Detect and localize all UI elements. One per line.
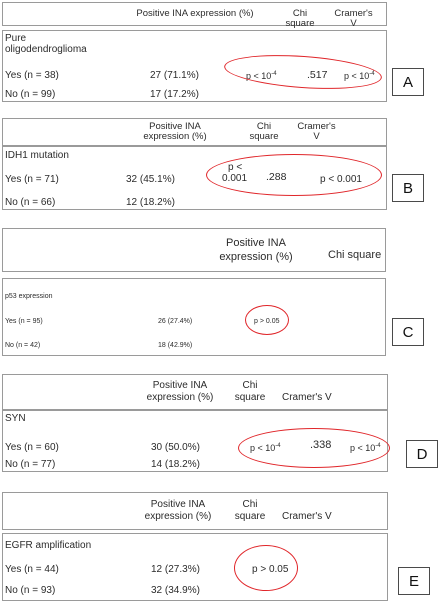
panel-a-col-cramer: Cramer's V — [334, 8, 373, 29]
panel-c-row-no-expression: 18 (42.9%) — [158, 342, 193, 349]
panel-b-col-cramer: Cramer's V — [297, 121, 336, 142]
panel-c-row-yes-chi: p > 0.05 — [254, 318, 280, 325]
panel-c-row-yes-label: Yes (n = 95) — [5, 318, 43, 325]
panel-e-row-yes-label: Yes (n = 44) — [5, 564, 59, 575]
panel-a-col-chi: Chi square — [285, 8, 315, 29]
panel-d-row-yes-label: Yes (n = 60) — [5, 442, 59, 453]
panel-b-row-yes-chi: p < 0.001 — [222, 162, 248, 184]
panel-e-row-yes-chi: p > 0.05 — [252, 564, 289, 575]
panel-d-badge: D — [406, 440, 438, 468]
panel-b-col-expression: Positive INA expression (%) — [143, 121, 207, 142]
panel-d-col-chi: Chi square — [234, 380, 266, 403]
panel-b-row-no-label: No (n = 66) — [5, 197, 56, 208]
panel-e-col-chi: Chi square — [234, 499, 266, 522]
panel-c-row-no-label: No (n = 42) — [5, 342, 41, 349]
panel-e-row-yes-expression: 12 (27.3%) — [151, 564, 200, 575]
panel-c-row-header: p53 expression — [5, 293, 53, 300]
panel-c-row-yes-expression: 26 (27.4%) — [158, 318, 193, 325]
panel-a-row-yes-chi: $p < 10^{-4}$ — [246, 71, 277, 81]
panel-b-row-yes-p: p < 0.001 — [320, 174, 362, 185]
panel-a-row-yes-cramer: .517 — [307, 69, 328, 81]
panel-b-row-yes-cramer: .288 — [266, 171, 287, 183]
panel-a-row-yes-expression: 27 (71.1%) — [150, 70, 199, 81]
panel-e-row-no-label: No (n = 93) — [5, 585, 56, 596]
panel-b-badge: B — [392, 174, 424, 202]
panel-b-row-yes-label: Yes (n = 71) — [5, 174, 59, 185]
panel-d-row-yes-chi: $p < 10^{-4}$ — [250, 443, 281, 453]
panel-e-badge: E — [398, 567, 430, 595]
panel-e-highlight-ring — [234, 545, 298, 591]
panel-d-row-yes-expression: 30 (50.0%) — [151, 442, 200, 453]
panel-a-row-yes-label: Yes (n = 38) — [5, 70, 59, 81]
panel-e-row-no-expression: 32 (34.9%) — [151, 585, 200, 596]
panel-b-row-header: IDH1 mutation — [5, 150, 69, 161]
panel-d-row-no-expression: 14 (18.2%) — [151, 459, 200, 470]
panel-b-row-yes-expression: 32 (45.1%) — [126, 174, 175, 185]
panel-d-row-yes-cramer: .338 — [310, 439, 332, 451]
panel-b-col-chi: Chi square — [249, 121, 279, 142]
panel-a-row-yes-p: $p < 10^{-4}$ — [344, 71, 375, 81]
panel-a-row-no-expression: 17 (17.2%) — [150, 89, 199, 100]
panel-c-col-chi: Chi square — [328, 249, 382, 261]
panel-e-col-cramer: Cramer's V — [282, 511, 332, 522]
panel-e-row-header: EGFR amplification — [5, 540, 92, 551]
panel-d-col-cramer: Cramer's V — [282, 392, 332, 403]
panel-d-row-yes-p: $p < 10^{-4}$ — [350, 443, 381, 453]
panel-d-row-no-label: No (n = 77) — [5, 459, 56, 470]
panel-a-row-no-label: No (n = 99) — [5, 89, 56, 100]
panel-c-col-expression: Positive INA expression (%) — [219, 237, 293, 264]
panel-a-col-expression: Positive INA expression (%) — [136, 8, 254, 19]
panel-a-row-header: Pure oligodendroglioma — [5, 33, 87, 55]
panel-b-row-no-expression: 12 (18.2%) — [126, 197, 175, 208]
panel-d-col-expression: Positive INA expression (%) — [146, 380, 214, 403]
panel-e-col-expression: Positive INA expression (%) — [144, 499, 212, 522]
panel-a-badge: A — [392, 68, 424, 96]
panel-c-badge: C — [392, 318, 424, 346]
panel-d-row-header: SYN — [5, 413, 26, 424]
